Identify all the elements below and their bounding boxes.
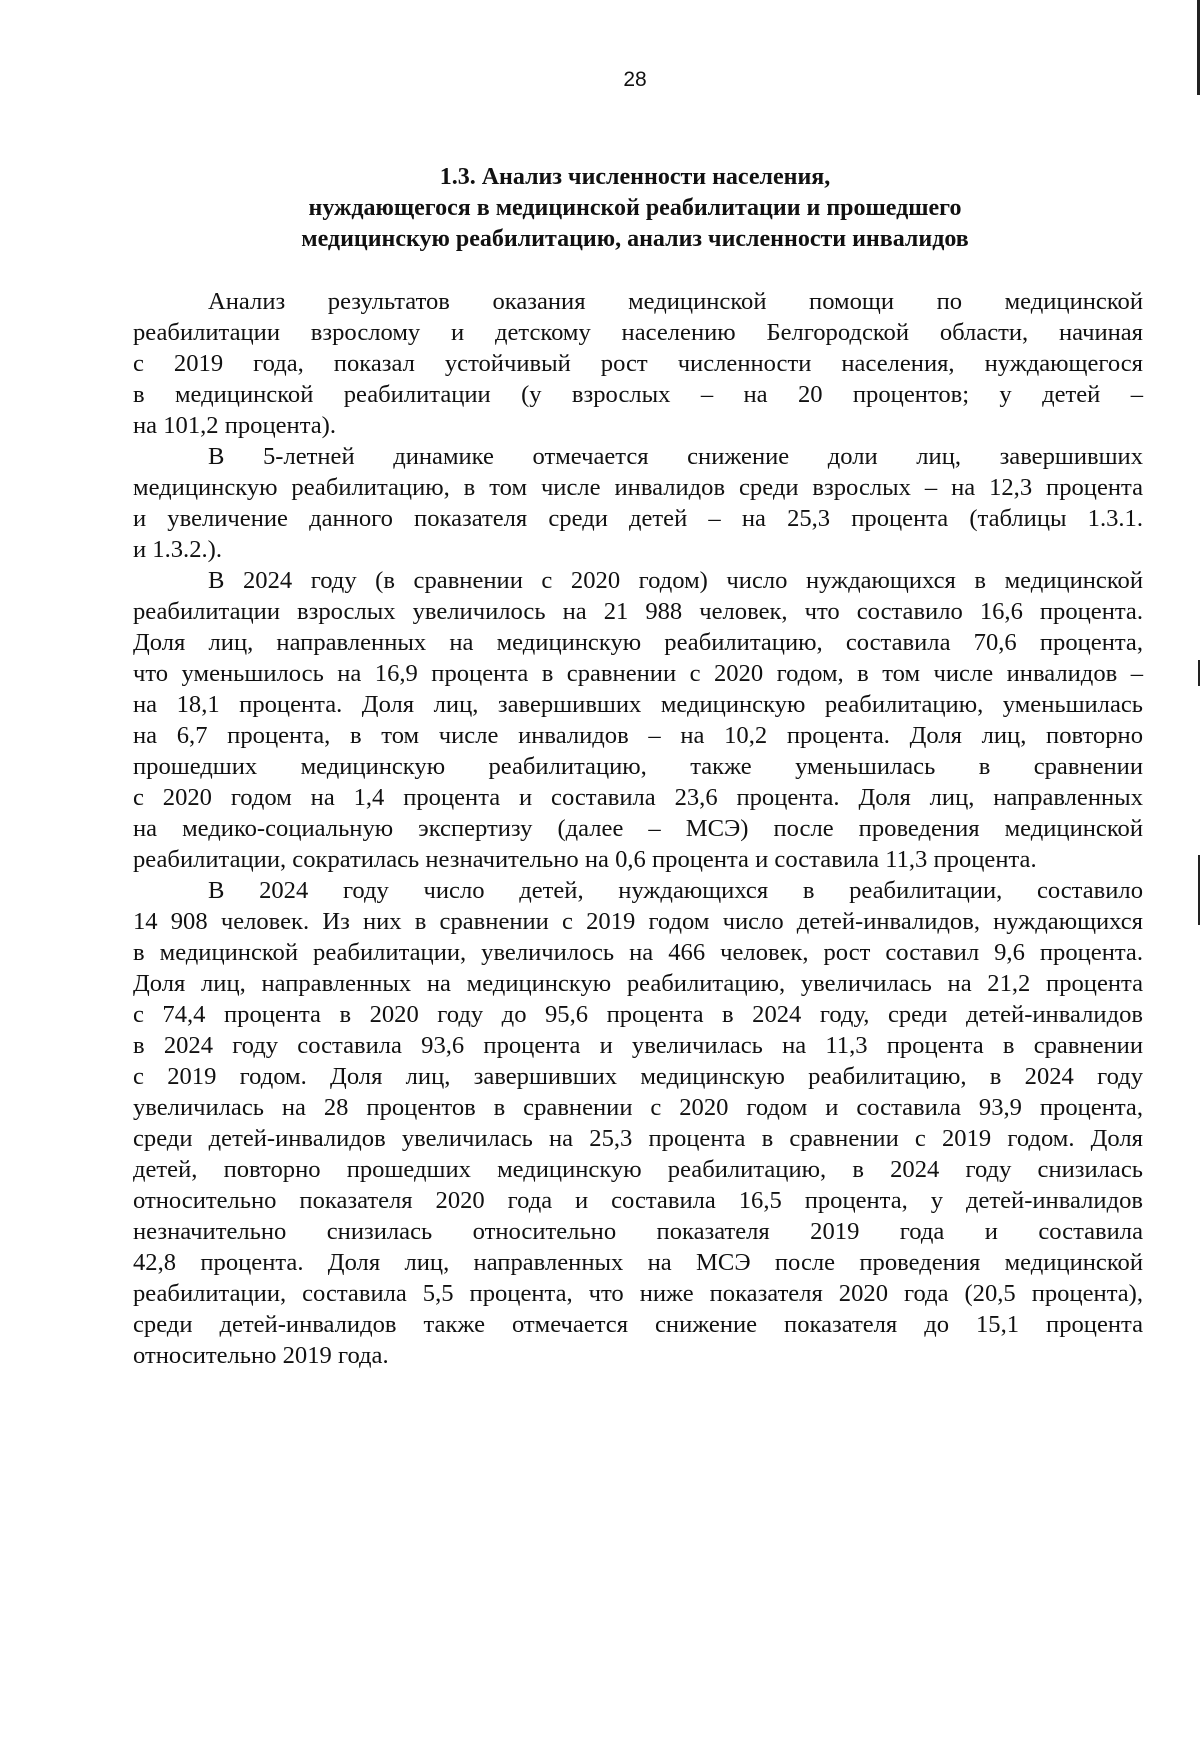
text-line: реабилитации, сократилась незначительно на 0,6 процента и составила 11,3 процента. (133, 846, 1037, 873)
text-line: с 2020 годом на 1,4 процента и составила 23,6 процента. Доля лиц, направленных (133, 784, 1143, 811)
text-line: Доля лиц, направленных на медицинскую реабилитацию, увеличилась на 21,2 процента (133, 970, 1143, 997)
text-line: относительно 2019 года. (133, 1342, 389, 1369)
text-line: и 1.3.2.). (133, 536, 222, 563)
paragraph-4 (133, 875, 1143, 1371)
text-line: на 6,7 процента, в том числе инвалидов – на 10,2 процента. Доля лиц, повторно (133, 722, 1143, 749)
paragraph-2 (133, 441, 1143, 565)
text-line: медицинскую реабилитацию, в том числе инвалидов среди взрослых – на 12,3 процента (133, 474, 1143, 501)
text-line: с 2019 годом. Доля лиц, завершивших медицинскую реабилитацию, в 2024 году (133, 1063, 1143, 1090)
text-line: относительно показателя 2020 года и составила 16,5 процента, у детей-инвалидов (133, 1187, 1143, 1214)
text-line: в медицинской реабилитации, увеличилось на 466 человек, рост составил 9,6 процента. (133, 939, 1143, 966)
text-line: что уменьшилось на 16,9 процента в сравнении с 2020 годом, в том числе инвалидов – (133, 660, 1143, 687)
text-line: увеличилась на 28 процентов в сравнении с 2020 годом и составила 93,9 процента, (133, 1094, 1143, 1121)
text-line: детей, повторно прошедших медицинскую реабилитацию, в 2024 году снизилась (133, 1156, 1143, 1183)
paragraph-3 (133, 565, 1143, 875)
text-line: 14 908 человек. Из них в сравнении с 2019 годом число детей-инвалидов, нуждающихся (133, 908, 1143, 935)
text-line: Анализ результатов оказания медицинской помощи по медицинской (208, 288, 1143, 315)
text-line: прошедших медицинскую реабилитацию, также уменьшилась в сравнении (133, 753, 1143, 780)
text-line: в медицинской реабилитации (у взрослых – на 20 процентов; у детей – (133, 381, 1143, 408)
text-line: 42,8 процента. Доля лиц, направленных на МСЭ после проведения медицинской (133, 1249, 1143, 1276)
text-line: Доля лиц, направленных на медицинскую реабилитацию, составила 70,6 процента, (133, 629, 1143, 656)
text-line: с 74,4 процента в 2020 году до 95,6 процента в 2024 году, среди детей-инвалидов (133, 1001, 1143, 1028)
text-line: и увеличение данного показателя среди детей – на 25,3 процента (таблицы 1.3.1. (133, 505, 1143, 532)
section-heading (133, 162, 1137, 255)
paragraph-1 (133, 286, 1143, 441)
section-heading-line: медицинскую реабилитацию, анализ численности инвалидов (301, 226, 969, 252)
text-line: в 2024 году составила 93,6 процента и увеличилась на 11,3 процента в сравнении (133, 1032, 1143, 1059)
text-line: незначительно снизилась относительно показателя 2019 года и составила (133, 1218, 1143, 1245)
page-number: 28 (623, 68, 647, 91)
text-line: на медико-социальную экспертизу (далее – МСЭ) после проведения медицинской (133, 815, 1143, 842)
text-line: среди детей-инвалидов также отмечается снижение показателя до 15,1 процента (133, 1311, 1143, 1338)
body-text (133, 286, 1143, 1371)
section-heading-line: нуждающегося в медицинской реабилитации и прошедшего (308, 195, 962, 221)
text-line: В 2024 году (в сравнении с 2020 годом) число нуждающихся в медицинской (208, 567, 1143, 594)
section-heading-line: 1.3. Анализ численности населения, (439, 164, 831, 190)
text-line: на 101,2 процента). (133, 412, 337, 439)
text-line: реабилитации взрослому и детскому населению Белгородской области, начиная (133, 319, 1143, 346)
text-line: реабилитации взрослых увеличилось на 21 988 человек, что составило 16,6 процента. (133, 598, 1143, 625)
text-line: В 5-летней динамике отмечается снижение доли лиц, завершивших (208, 443, 1143, 470)
text-line: с 2019 года, показал устойчивый рост численности населения, нуждающегося (133, 350, 1143, 377)
text-line: В 2024 году число детей, нуждающихся в реабилитации, составило (208, 877, 1143, 904)
text-line: на 18,1 процента. Доля лиц, завершивших медицинскую реабилитацию, уменьшилась (133, 691, 1143, 718)
text-line: реабилитации, составила 5,5 процента, что ниже показателя 2020 года (20,5 процента), (133, 1280, 1143, 1307)
text-line: среди детей-инвалидов увеличилась на 25,3 процента в сравнении с 2019 годом. Доля (133, 1125, 1143, 1152)
